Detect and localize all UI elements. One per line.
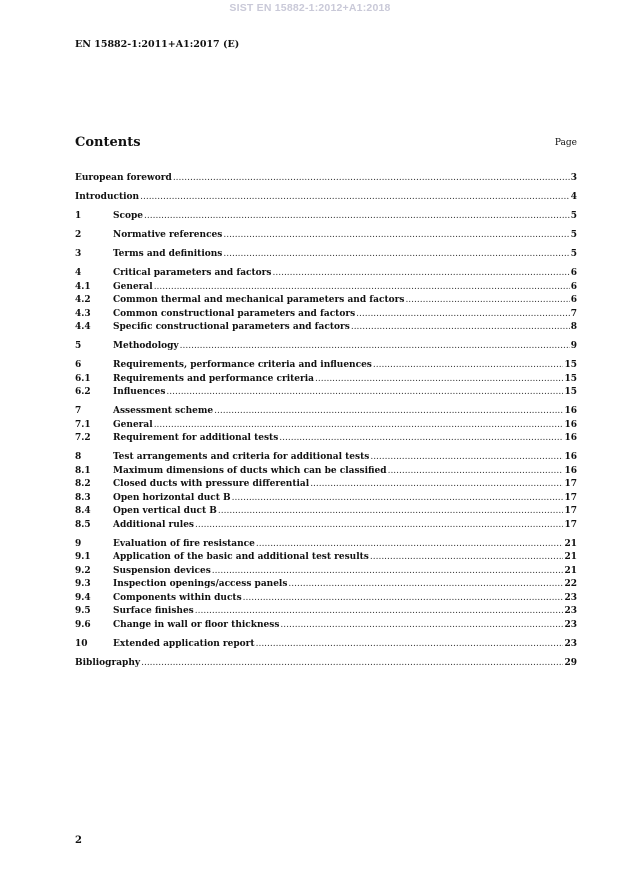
toc-entry[interactable]: [75, 322, 577, 336]
toc-entry[interactable]: [75, 639, 577, 653]
toc-section-number: 5: [75, 341, 82, 351]
toc-section-number: 9.6: [75, 619, 91, 630]
toc-dot-leader: [154, 282, 570, 292]
toc-dot-leader: [370, 552, 564, 562]
toc-section-title: Introduction: [75, 192, 140, 202]
toc-section-number: 2: [75, 230, 82, 240]
toc-page-number: 21: [564, 565, 577, 576]
page-number: 2: [75, 835, 82, 846]
toc-entry[interactable]: [75, 620, 577, 634]
toc-page-number: 5: [570, 249, 577, 259]
toc-section-title: Extended application report: [113, 638, 255, 649]
toc-page-number: 23: [564, 606, 577, 616]
toc-section-title: Requirements, performance criteria and influences: [113, 360, 372, 370]
toc-dot-leader: [356, 309, 570, 319]
toc-section-title: Open horizontal duct B: [113, 492, 231, 503]
toc-entry[interactable]: [75, 479, 577, 493]
contents-heading: Contents: [75, 135, 141, 150]
toc-dot-leader: [256, 639, 564, 649]
toc-section-title: Open vertical duct B: [113, 506, 217, 516]
toc-section-number: 9.5: [75, 606, 91, 616]
toc-entry[interactable]: [75, 566, 577, 580]
toc-dot-leader: [256, 539, 564, 549]
toc-entry[interactable]: [75, 539, 577, 553]
toc-entry[interactable]: [75, 520, 577, 534]
toc-section-title: Suspension devices: [113, 565, 211, 576]
toc-page-number: 7: [570, 308, 577, 319]
toc-section-number: 8.4: [75, 506, 91, 516]
toc-section-number: 3: [75, 249, 82, 259]
toc-page-number: 29: [564, 657, 577, 668]
toc-dot-leader: [140, 192, 570, 202]
toc-entry[interactable]: [75, 387, 577, 401]
toc-entry[interactable]: [75, 466, 577, 480]
toc-dot-leader: [218, 506, 564, 516]
toc-section-number: 8.5: [75, 519, 91, 530]
toc-page-number: 6: [570, 281, 577, 292]
toc-dot-leader: [405, 295, 569, 305]
toc-section-title: Requirements and performance criteria: [113, 373, 315, 384]
toc-section-number: 9.2: [75, 565, 91, 576]
toc-section-number: 9: [75, 538, 82, 549]
toc-page-number: 16: [564, 465, 577, 476]
toc-page-number: 4: [570, 192, 577, 202]
toc-dot-leader: [280, 620, 563, 630]
toc-section-title: Common thermal and mechanical parameters and factors: [113, 295, 405, 305]
toc-entry[interactable]: [75, 493, 577, 507]
toc-section-number: 6.1: [75, 373, 91, 384]
toc-page-number: 17: [564, 506, 577, 516]
toc-page-number: 9: [570, 341, 577, 351]
toc-section-number: 6: [75, 360, 82, 370]
toc-section-number: 7.1: [75, 419, 91, 430]
toc-dot-leader: [373, 360, 564, 370]
toc-section-number: 4.2: [75, 295, 91, 305]
toc-dot-leader: [243, 593, 564, 603]
toc-section-title: Methodology: [113, 341, 179, 351]
toc-dot-leader: [214, 406, 563, 416]
toc-entry[interactable]: [75, 658, 577, 672]
toc-entry[interactable]: [75, 606, 577, 620]
toc-section-number: 4.4: [75, 322, 91, 332]
toc-entry[interactable]: [75, 360, 577, 374]
toc-dot-leader: [388, 466, 564, 476]
toc-entry[interactable]: [75, 552, 577, 566]
toc-section-title: Influences: [113, 387, 166, 397]
toc-page-number: 21: [564, 538, 577, 549]
document-reference: EN 15882-1:2011+A1:2017 (E): [75, 39, 240, 50]
toc-section-title: Scope: [113, 211, 144, 221]
toc-dot-leader: [154, 420, 564, 430]
toc-dot-leader: [223, 230, 569, 240]
toc-section-number: 4: [75, 268, 82, 278]
toc-page-number: 22: [564, 579, 577, 589]
toc-entry[interactable]: [75, 579, 577, 593]
toc-entry[interactable]: [75, 420, 577, 434]
toc-page-number: 8: [570, 322, 577, 332]
toc-dot-leader: [195, 520, 563, 530]
toc-section-number: 9.4: [75, 592, 91, 603]
toc-dot-leader: [279, 433, 563, 443]
toc-section-number: 9.1: [75, 552, 91, 562]
toc-section-number: 8.3: [75, 492, 91, 503]
toc-dot-leader: [144, 211, 570, 221]
toc-section-title: European foreword: [75, 173, 172, 183]
toc-section-title: Components within ducts: [113, 592, 242, 603]
toc-section-title: Specific constructional parameters and factors: [113, 322, 350, 332]
toc-section-number: 4.1: [75, 281, 91, 292]
toc-entry[interactable]: [75, 309, 577, 323]
toc-dot-leader: [310, 479, 563, 489]
toc-section-number: 9.3: [75, 579, 91, 589]
toc-entry[interactable]: [75, 192, 577, 206]
toc-entry[interactable]: [75, 433, 577, 447]
toc-page-number: 15: [564, 373, 577, 384]
toc-section-title: General: [113, 281, 153, 292]
toc-section-title: Common constructional parameters and factors: [113, 308, 356, 319]
toc-page-number: 6: [570, 268, 577, 278]
toc-page-number: 5: [570, 230, 577, 240]
toc-section-number: 4.3: [75, 308, 91, 319]
toc-section-number: 1: [75, 211, 82, 221]
toc-dot-leader: [195, 606, 564, 616]
toc-dot-leader: [166, 387, 563, 397]
toc-section-number: 7: [75, 406, 82, 416]
toc-entry[interactable]: [75, 593, 577, 607]
toc-section-title: Test arrangements and criteria for additional tests: [113, 452, 370, 462]
toc-section-number: 10: [75, 638, 88, 649]
toc-section-title: Requirement for additional tests: [113, 433, 279, 443]
toc-page-number: 6: [570, 295, 577, 305]
toc-dot-leader: [370, 452, 563, 462]
toc-entry[interactable]: [75, 268, 577, 282]
toc-section-number: 8: [75, 452, 82, 462]
toc-dot-leader: [315, 374, 563, 384]
toc-dot-leader: [173, 173, 570, 183]
toc-entry[interactable]: [75, 452, 577, 466]
toc-dot-leader: [212, 566, 564, 576]
toc-entry[interactable]: [75, 341, 577, 355]
toc-entry[interactable]: [75, 406, 577, 420]
toc-page-number: 15: [564, 387, 577, 397]
toc-dot-leader: [351, 322, 570, 332]
toc-dot-leader: [141, 658, 563, 668]
toc-section-title: Bibliography: [75, 657, 141, 668]
toc-section-number: 8.1: [75, 465, 91, 476]
toc-section-title: Evaluation of fire resistance: [113, 538, 255, 549]
toc-section-title: Application of the basic and additional test results: [113, 552, 369, 562]
toc-page-number: 21: [564, 552, 577, 562]
toc-page-number: 23: [564, 592, 577, 603]
toc-section-title: Inspection openings/access panels: [113, 579, 288, 589]
toc-entry[interactable]: [75, 282, 577, 296]
watermark: SIST EN 15882-1:2012+A1:2018: [229, 2, 391, 14]
toc-page-number: 16: [564, 452, 577, 462]
toc-section-number: 6.2: [75, 387, 91, 397]
toc-entry[interactable]: [75, 506, 577, 520]
toc-section-number: 8.2: [75, 479, 91, 489]
toc-section-title: Critical parameters and factors: [113, 268, 272, 278]
toc-dot-leader: [223, 249, 569, 259]
toc-page-number: 16: [564, 406, 577, 416]
toc-entry[interactable]: [75, 173, 577, 187]
toc-dot-leader: [180, 341, 570, 351]
toc-entry[interactable]: [75, 211, 577, 225]
toc-section-number: 7.2: [75, 433, 91, 443]
toc-page-number: 5: [570, 211, 577, 221]
toc-page-number: 17: [564, 519, 577, 530]
toc-dot-leader: [232, 493, 564, 503]
toc-entry[interactable]: [75, 374, 577, 388]
toc-entry[interactable]: [75, 249, 577, 263]
toc-page-number: 3: [570, 173, 577, 183]
toc-entry[interactable]: [75, 230, 577, 244]
toc-dot-leader: [273, 268, 570, 278]
toc-section-title: Terms and definitions: [113, 249, 223, 259]
toc-page-number: 15: [564, 360, 577, 370]
toc-page-number: 23: [564, 638, 577, 649]
toc-entry[interactable]: [75, 295, 577, 309]
toc-page-number: 17: [564, 492, 577, 503]
toc-page-number: 16: [564, 419, 577, 430]
table-of-contents: [75, 173, 577, 671]
toc-section-title: Maximum dimensions of ducts which can be classified: [113, 465, 387, 476]
toc-section-title: General: [113, 419, 153, 430]
toc-section-title: Closed ducts with pressure differential: [113, 479, 310, 489]
toc-section-title: Change in wall or floor thickness: [113, 619, 280, 630]
page-column-label: Page: [554, 138, 577, 148]
toc-page-number: 23: [564, 619, 577, 630]
toc-page-number: 17: [564, 479, 577, 489]
toc-section-title: Assessment scheme: [113, 406, 214, 416]
toc-section-title: Surface finishes: [113, 606, 194, 616]
toc-page-number: 16: [564, 433, 577, 443]
toc-section-title: Normative references: [113, 230, 223, 240]
toc-section-title: Additional rules: [113, 519, 194, 530]
toc-dot-leader: [288, 579, 563, 589]
